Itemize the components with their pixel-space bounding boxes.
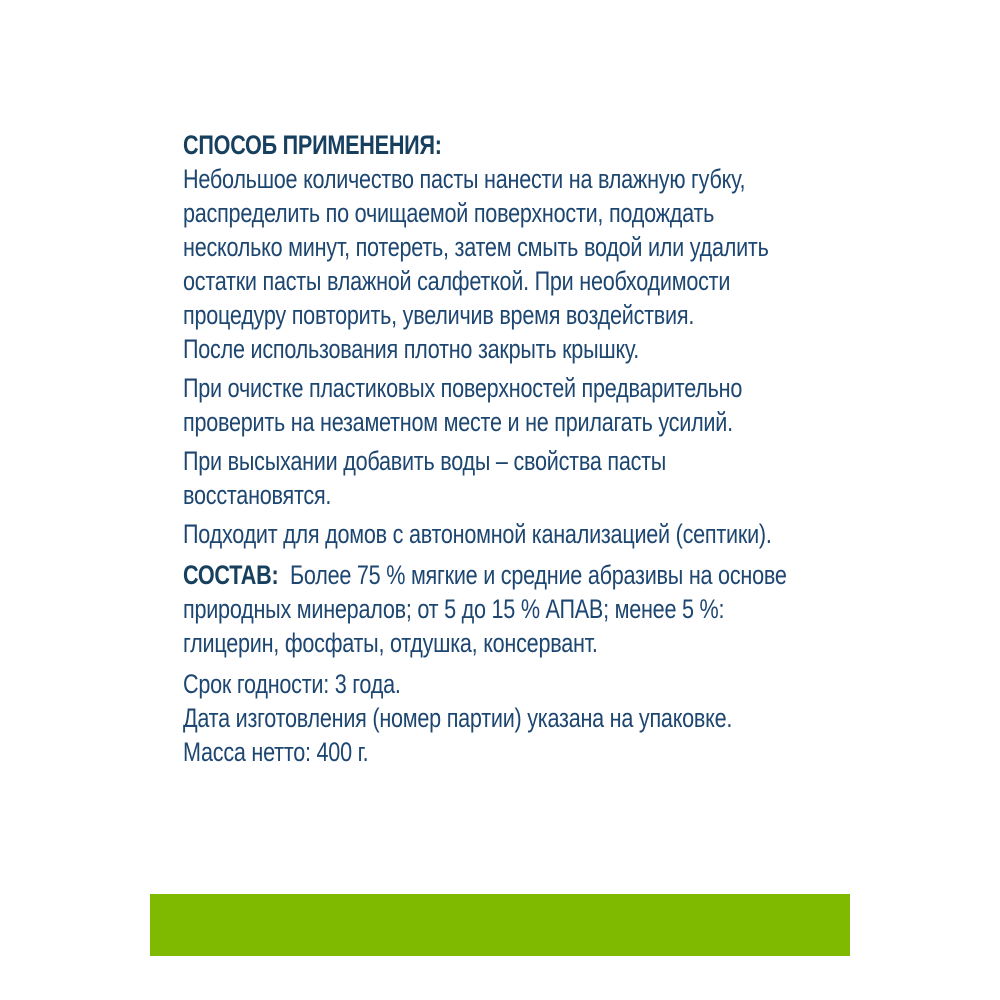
usage-p3-line-1: При высыхании добавить воды – свойства пасты: [183, 446, 667, 476]
composition-line-1: [183, 558, 787, 592]
usage-paragraph-4: [183, 517, 883, 551]
usage-p3-line-2: восстановятся.: [183, 480, 332, 510]
usage-paragraph-3: [183, 444, 883, 512]
usage-p1-line-3: несколько минут, потереть, затем смыть водой или удалить: [183, 232, 769, 262]
usage-p1-line-5: процедуру повторить, увеличив время воздействия.: [183, 300, 695, 330]
composition-text-1: Более 75 % мягкие и средние абразивы на основе: [290, 560, 787, 590]
usage-p1-line-1: Небольшое количество пасты нанести на влажную губку,: [183, 164, 746, 194]
usage-p1-line-2: распределить по очищаемой поверхности, подождать: [183, 198, 715, 228]
usage-paragraph-2: [183, 371, 883, 439]
composition-label: СОСТАВ:: [183, 560, 279, 590]
usage-p2-line-2: проверить на незаметном месте и не прилагать усилий.: [183, 407, 733, 437]
usage-paragraph-1: [183, 162, 883, 366]
composition-section: [183, 558, 883, 660]
usage-p2-line-1: При очистке пластиковых поверхностей предварительно: [183, 373, 743, 403]
composition-line-2: природных минералов; от 5 до 15 % АПАВ; менее 5 %:: [183, 594, 725, 624]
product-label-text: [183, 128, 883, 769]
usage-heading: СПОСОБ ПРИМЕНЕНИЯ:: [183, 130, 442, 160]
manufacture-date: Дата изготовления (номер партии) указана на упаковке.: [183, 703, 733, 733]
shelf-life: Срок годности: 3 года.: [183, 669, 401, 699]
accent-bar: [150, 894, 850, 956]
usage-p4-line-1: Подходит для домов с автономной канализацией (септики).: [183, 519, 772, 549]
usage-p1-line-6: После использования плотно закрыть крышку.: [183, 334, 640, 364]
info-section: [183, 667, 883, 769]
usage-p1-line-4: остатки пасты влажной салфеткой. При необходимости: [183, 266, 731, 296]
composition-line-3: глицерин, фосфаты, отдушка, консервант.: [183, 628, 598, 658]
net-mass: Масса нетто: 400 г.: [183, 737, 369, 767]
